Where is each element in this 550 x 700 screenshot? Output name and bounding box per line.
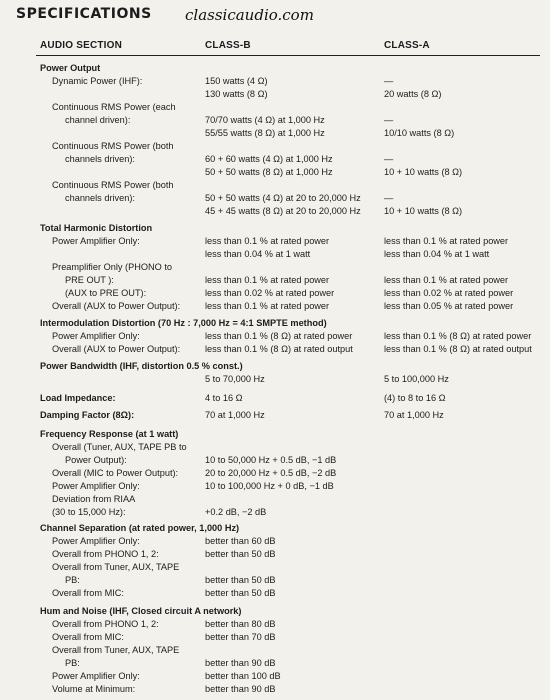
- spec-label: Continuous RMS Power (both: [52, 141, 174, 151]
- spec-row: [0, 287, 550, 299]
- spec-row: [0, 535, 550, 547]
- class-b-value: less than 0.1 % at rated power: [205, 275, 330, 285]
- spec-row: [0, 467, 550, 479]
- spec-label: Continuous RMS Power (both: [52, 180, 174, 190]
- section-heading: Hum and Noise (IHF, Closed circuit A network): [40, 606, 242, 616]
- spec-row: [0, 222, 550, 234]
- class-a-value: 70 at 1,000 Hz: [384, 410, 444, 420]
- spec-row: [0, 683, 550, 695]
- page-header: [0, 0, 550, 30]
- spec-label: Deviation from RIAA: [52, 494, 136, 504]
- spec-row: [0, 101, 550, 113]
- spec-label: Dynamic Power (IHF):: [52, 76, 143, 86]
- class-a-value: less than 0.1 % (8 Ω) at rated output: [384, 344, 532, 354]
- class-b-value: less than 0.02 % at rated power: [205, 288, 335, 298]
- spec-row: [0, 62, 550, 74]
- class-b-value: 4 to 16 Ω: [205, 393, 243, 403]
- spec-label: channel driven):: [65, 115, 131, 125]
- class-b-value: better than 80 dB: [205, 619, 276, 629]
- column-header-class-b: CLASS-B: [205, 40, 251, 51]
- class-b-value: better than 50 dB: [205, 549, 276, 559]
- spec-label: (AUX to PRE OUT):: [65, 288, 147, 298]
- spec-label: Continuous RMS Power (each: [52, 102, 176, 112]
- spec-row: [0, 670, 550, 682]
- class-b-value: 50 + 50 watts (8 Ω) at 1,000 Hz: [205, 167, 333, 177]
- spec-row: [0, 166, 550, 178]
- spec-row: [0, 631, 550, 643]
- spec-row: [0, 205, 550, 217]
- spec-label: Overall from PHONO 1, 2:: [52, 619, 159, 629]
- spec-row: [0, 248, 550, 260]
- spec-row: [0, 360, 550, 372]
- class-b-value: less than 0.1 % at rated power: [205, 236, 330, 246]
- spec-label: PB:: [65, 575, 80, 585]
- class-a-value: 10 + 10 watts (8 Ω): [384, 206, 463, 216]
- spec-row: [0, 441, 550, 453]
- spec-row: [0, 127, 550, 139]
- class-b-value: better than 50 dB: [205, 575, 276, 585]
- class-b-value: better than 60 dB: [205, 536, 276, 546]
- spec-row: [0, 644, 550, 656]
- spec-row: [0, 561, 550, 573]
- spec-label: Overall from Tuner, AUX, TAPE: [52, 645, 180, 655]
- class-a-value: 10/10 watts (8 Ω): [384, 128, 455, 138]
- spec-row: [0, 587, 550, 599]
- class-a-value: 20 watts (8 Ω): [384, 89, 442, 99]
- class-a-value: less than 0.1 % at rated power: [384, 236, 509, 246]
- section-heading: Total Harmonic Distortion: [40, 223, 153, 233]
- class-a-value: (4) to 8 to 16 Ω: [384, 393, 446, 403]
- spec-row: [0, 574, 550, 586]
- spec-label: Overall (Tuner, AUX, TAPE PB to: [52, 442, 187, 452]
- spec-label: Overall from Tuner, AUX, TAPE: [52, 562, 180, 572]
- spec-row: [0, 493, 550, 505]
- spec-row: [0, 140, 550, 152]
- column-header-class-a: CLASS-A: [384, 40, 430, 51]
- class-b-value: better than 90 dB: [205, 658, 276, 668]
- spec-label: Volume at Minimum:: [52, 684, 136, 694]
- spec-label: Power Amplifier Only:: [52, 671, 140, 681]
- spec-row: [0, 548, 550, 560]
- spec-label: Overall (AUX to Power Output):: [52, 301, 181, 311]
- spec-label: Preamplifier Only (PHONO to: [52, 262, 172, 272]
- class-b-value: less than 0.1 % (8 Ω) at rated output: [205, 344, 353, 354]
- class-b-value: 70/70 watts (4 Ω) at 1,000 Hz: [205, 115, 325, 125]
- class-b-value: 60 + 60 watts (4 Ω) at 1,000 Hz: [205, 154, 333, 164]
- class-b-value: better than 50 dB: [205, 588, 276, 598]
- spec-row: [0, 330, 550, 342]
- spec-label: channels driven):: [65, 154, 135, 164]
- class-b-value: better than 90 dB: [205, 684, 276, 694]
- spec-row: [0, 179, 550, 191]
- section-heading: Channel Separation (at rated power, 1,000 Hz): [40, 523, 240, 533]
- spec-row: [0, 343, 550, 355]
- spec-row: [0, 480, 550, 492]
- class-b-value: less than 0.04 % at 1 watt: [205, 249, 311, 259]
- spec-label: PB:: [65, 658, 80, 668]
- spec-row: [0, 114, 550, 126]
- section-heading: Power Bandwidth (IHF, distortion 0.5 % const.): [40, 361, 243, 371]
- class-b-value: 130 watts (8 Ω): [205, 89, 268, 99]
- spec-label: Power Output):: [65, 455, 127, 465]
- class-a-value: less than 0.02 % at rated power: [384, 288, 514, 298]
- spec-row: [0, 657, 550, 669]
- class-b-value: 20 to 20,000 Hz + 0.5 dB, −2 dB: [205, 468, 337, 478]
- class-b-value: less than 0.1 % at rated power: [205, 301, 330, 311]
- spec-label: Overall from PHONO 1, 2:: [52, 549, 159, 559]
- spec-row: [0, 192, 550, 204]
- class-a-value: —: [384, 115, 394, 125]
- spec-row: [0, 373, 550, 385]
- class-b-value: 50 + 50 watts (4 Ω) at 20 to 20,000 Hz: [205, 193, 361, 203]
- class-b-value: 10 to 50,000 Hz + 0.5 dB, −1 dB: [205, 455, 337, 465]
- class-a-value: less than 0.1 % (8 Ω) at rated power: [384, 331, 532, 341]
- class-a-value: less than 0.1 % at rated power: [384, 275, 509, 285]
- class-a-value: 10 + 10 watts (8 Ω): [384, 167, 463, 177]
- section-heading: Damping Factor (8Ω):: [40, 410, 135, 420]
- class-b-value: 10 to 100,000 Hz + 0 dB, −1 dB: [205, 481, 334, 491]
- spec-row: [0, 153, 550, 165]
- spec-row: [0, 261, 550, 273]
- class-a-value: less than 0.05 % at rated power: [384, 301, 514, 311]
- column-header-audio-section: AUDIO SECTION: [40, 40, 123, 51]
- header-divider: [36, 55, 540, 56]
- section-heading: Load Impedance:: [40, 393, 116, 403]
- spec-row: [0, 454, 550, 466]
- spec-label: Power Amplifier Only:: [52, 331, 140, 341]
- spec-label: Overall from MIC:: [52, 588, 124, 598]
- spec-label: (30 to 15,000 Hz):: [52, 507, 126, 517]
- page-title: SPECIFICATIONS: [16, 6, 152, 22]
- spec-label: Overall (AUX to Power Output):: [52, 344, 181, 354]
- spec-row: [0, 300, 550, 312]
- section-heading: Intermodulation Distortion (70 Hz : 7,000 Hz = 4:1 SMPTE method): [40, 318, 327, 328]
- spec-label: channels driven):: [65, 193, 135, 203]
- class-b-value: 5 to 70,000 Hz: [205, 374, 265, 384]
- class-b-value: 150 watts (4 Ω): [205, 76, 268, 86]
- class-a-value: —: [384, 76, 394, 86]
- watermark-logo: classicaudio.com: [185, 6, 314, 24]
- class-a-value: —: [384, 154, 394, 164]
- spec-row: [0, 409, 550, 421]
- class-a-value: less than 0.04 % at 1 watt: [384, 249, 490, 259]
- spec-row: [0, 75, 550, 87]
- class-b-value: better than 100 dB: [205, 671, 281, 681]
- spec-label: Power Amplifier Only:: [52, 481, 140, 491]
- spec-row: [0, 428, 550, 440]
- class-b-value: 55/55 watts (8 Ω) at 1,000 Hz: [205, 128, 325, 138]
- spec-label: Overall from MIC:: [52, 632, 124, 642]
- spec-row: [0, 618, 550, 630]
- class-a-value: 5 to 100,000 Hz: [384, 374, 449, 384]
- section-heading: Power Output: [40, 63, 101, 73]
- class-b-value: less than 0.1 % (8 Ω) at rated power: [205, 331, 353, 341]
- spec-row: [0, 274, 550, 286]
- class-b-value: better than 70 dB: [205, 632, 276, 642]
- spec-row: [0, 392, 550, 404]
- spec-label: Power Amplifier Only:: [52, 236, 140, 246]
- class-b-value: +0.2 dB, −2 dB: [205, 507, 267, 517]
- spec-label: Overall (MIC to Power Output):: [52, 468, 179, 478]
- class-b-value: 70 at 1,000 Hz: [205, 410, 265, 420]
- spec-row: [0, 605, 550, 617]
- spec-row: [0, 88, 550, 100]
- class-a-value: —: [384, 193, 394, 203]
- spec-label: Power Amplifier Only:: [52, 536, 140, 546]
- section-heading: Frequency Response (at 1 watt): [40, 429, 179, 439]
- spec-row: [0, 235, 550, 247]
- spec-label: PRE OUT ):: [65, 275, 114, 285]
- spec-row: [0, 522, 550, 534]
- class-b-value: 45 + 45 watts (8 Ω) at 20 to 20,000 Hz: [205, 206, 361, 216]
- spec-row: [0, 317, 550, 329]
- spec-row: [0, 506, 550, 518]
